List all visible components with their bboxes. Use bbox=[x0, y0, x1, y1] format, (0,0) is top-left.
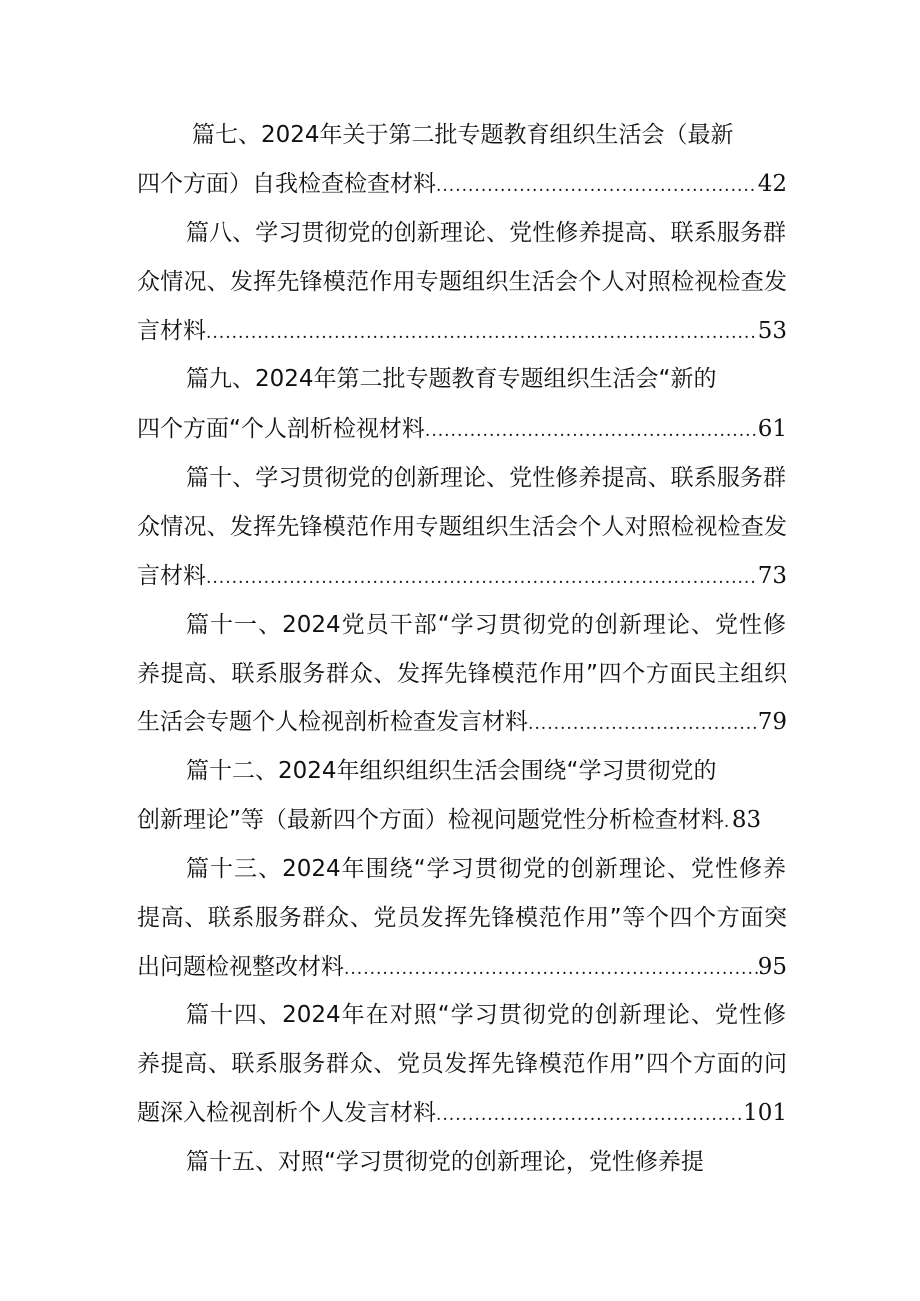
toc-page-number: 73 bbox=[757, 563, 787, 589]
dot-leader bbox=[528, 704, 758, 742]
toc-line: 篇十四、2024年在对照“学习贯彻党的创新理论、党性修 bbox=[186, 1002, 786, 1028]
dot-leader bbox=[436, 1095, 743, 1133]
toc-line: 众情况、发挥先锋模范作用专题组织生活会个人对照检视检查发 bbox=[137, 269, 787, 295]
toc-entry-last-line[interactable] bbox=[137, 164, 787, 204]
toc-line: 提高、联系服务群众、党员发挥先锋模范作用”等个四个方面突 bbox=[137, 905, 787, 931]
toc-line: 篇七、2024年关于第二批专题教育组织生活会（最新 bbox=[192, 122, 734, 148]
toc-entry-text: 言材料 bbox=[137, 318, 206, 344]
toc-page-number: 53 bbox=[757, 318, 787, 344]
toc-entry-last-line[interactable] bbox=[137, 947, 787, 987]
toc-entry-last-line[interactable] bbox=[137, 409, 787, 449]
toc-page-number: 42 bbox=[757, 171, 787, 197]
toc-line: 篇十二、2024年组织组织生活会围绕“学习贯彻党的 bbox=[186, 758, 717, 784]
toc-entry-last-line[interactable] bbox=[137, 1093, 787, 1133]
toc-page-number: 83 bbox=[731, 807, 762, 833]
toc-line: 篇十三、2024年围绕“学习贯彻党的创新理论、党性修养 bbox=[186, 856, 786, 882]
toc-page-number: 95 bbox=[757, 954, 787, 980]
dot-leader bbox=[724, 802, 732, 840]
toc-line: 养提高、联系服务群众、党员发挥先锋模范作用”四个方面的问 bbox=[137, 1051, 787, 1077]
toc-line: 养提高、联系服务群众、发挥先锋模范作用”四个方面民主组织 bbox=[137, 661, 787, 687]
toc-entry-text: 创新理论”等（最新四个方面）检视问题党性分析检查材料 bbox=[137, 807, 724, 833]
toc-line: 篇十、学习贯彻党的创新理论、党性修养提高、联系服务群 bbox=[186, 465, 786, 491]
toc-entry-last-line[interactable] bbox=[137, 311, 787, 351]
toc-entry-text: 题深入检视剖析个人发言材料 bbox=[137, 1100, 436, 1126]
dot-leader bbox=[436, 166, 758, 204]
toc-entry-text: 生活会专题个人检视剖析检查发言材料 bbox=[137, 709, 528, 735]
toc-page-number: 101 bbox=[743, 1100, 787, 1126]
toc-page-number: 61 bbox=[757, 416, 787, 442]
dot-leader bbox=[425, 411, 758, 449]
dot-leader bbox=[206, 313, 758, 351]
toc-line: 篇十五、对照“学习贯彻党的创新理论，党性修养提 bbox=[186, 1149, 704, 1175]
toc-entry-last-line[interactable] bbox=[137, 556, 787, 596]
dot-leader bbox=[206, 558, 758, 596]
toc-page-number: 79 bbox=[757, 709, 787, 735]
toc-line: 篇九、2024年第二批专题教育专题组织生活会“新的 bbox=[186, 366, 717, 392]
toc-entry-text: 出问题检视整改材料 bbox=[137, 954, 344, 980]
toc-line: 篇八、学习贯彻党的创新理论、党性修养提高、联系服务群 bbox=[186, 220, 786, 246]
toc-entry-last-line[interactable] bbox=[137, 702, 787, 742]
toc-entry-last-line[interactable] bbox=[137, 800, 787, 840]
toc-line: 众情况、发挥先锋模范作用专题组织生活会个人对照检视检查发 bbox=[137, 514, 787, 540]
toc-entry-text: 言材料 bbox=[137, 563, 206, 589]
dot-leader bbox=[344, 949, 758, 987]
toc-line: 篇十一、2024党员干部“学习贯彻党的创新理论、党性修 bbox=[186, 612, 786, 638]
toc-entry-text: 四个方面）自我检查检查材料 bbox=[137, 171, 436, 197]
toc-entry-text: 四个方面“个人剖析检视材料 bbox=[137, 416, 425, 442]
